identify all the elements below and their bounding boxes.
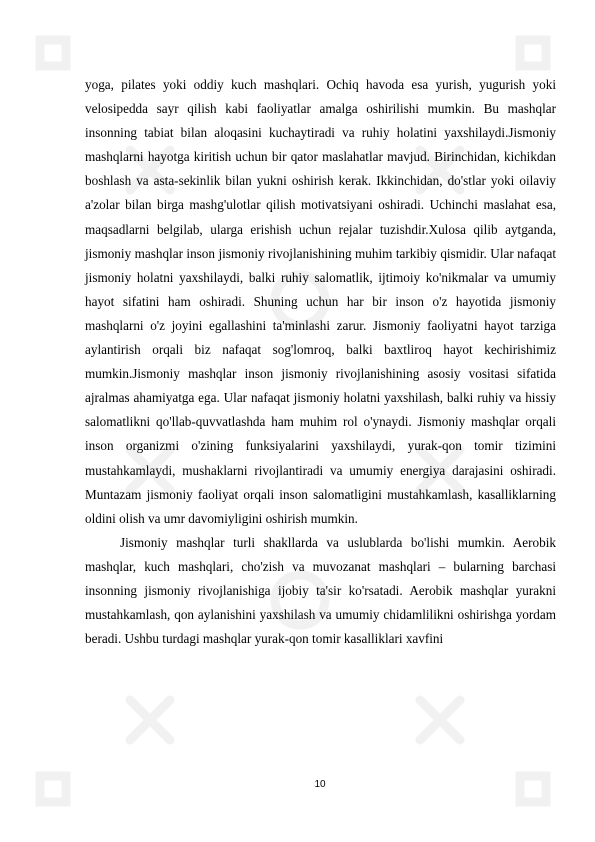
paragraph-2: Jismoniy mashqlar turli shakllarda va uslublarda bo'lishi mumkin. Aerobik mashqlar, kuch mashqlari, cho'zish va muvozanat mashqlari – bularning barchasi insonning jismoniy rivojlanishiga ijobiy ta'sir ko'rsatadi. Aerobik mashqlar yurakni mustahkamlash, qon aylanishini yaxshilash va umumiy chidamlilikni oshirishga yordam beradi. Ushbu turdagi mashqlar yurak-qon tomir kasalliklari xavfini xyxy=(85,534,556,647)
page-number: 10 xyxy=(314,779,326,790)
paragraph-1: yoga, pilates yoki oddiy kuch mashqlari. Ochiq havoda esa yurish, yugurish yoki velosipedda sayr qilish kabi faoliyatlar amalga oshirilishi mumkin. Bu mashqlar insonning tabiat bilan aloqasini kuchaytiradi va ruhiy holatini yaxshilaydi.Jismoniy mashqlarni hayotga kiritish uchun bir qator maslahatlar mavjud. Birinchidan, kichikdan boshlash va asta-sekinlik bilan yukni oshirish kerak. Ikkinchidan, do'stlar yoki oilaviy a'zolar bilan birga mashg'ulotlar qilish motivatsiyani oshiradi. Uchinchi maslahat esa, maqsadlarni belgilab, ularga erishish uchun rejalar tuzishdir.Xulosa qilib aytganda, jismoniy mashqlar inson jismoniy rivojlanishining muhim tarkibiy qismidir. Ular nafaqat jismoniy holatni yaxshilaydi, balki ruhiy salomatlik, ijtimoiy ko'nikmalar va umumiy hayot sifatini ham oshiradi. Shuning uchun har bir inson o'z hayotida jismoniy mashqlarni o'z joyini egallashini ta'minlashi zarur. Jismoniy faoliyatni hayot tarziga aylantirish orqali biz nafaqat sog'lomroq, balki baxtliroq hayot kechirishimiz mumkin.Jismoniy mashqlar inson jismoniy rivojlanishining asosiy vositasi sifatida ajralmas ahamiyatga ega. Ular nafaqat jismoniy holatni yaxshilash, balki ruhiy va hissiy salomatlikni qo'llab-quvvatlashda ham muhim rol o'ynaydi. Jismoniy mashqlar orqali inson organizmi o'zining funksiyalarini yaxshilaydi, yurak-qon tomir tizimini mustahkamlaydi, mushaklarni rivojlantiradi va umumiy energiya darajasini oshiradi. Muntazam jismoniy faoliyat orqali inson salomatligini mustahkamlash, kasalliklarning oldini olish va umr davomiyligini oshirish mumkin. xyxy=(85,77,556,526)
body-text xyxy=(85,73,556,651)
